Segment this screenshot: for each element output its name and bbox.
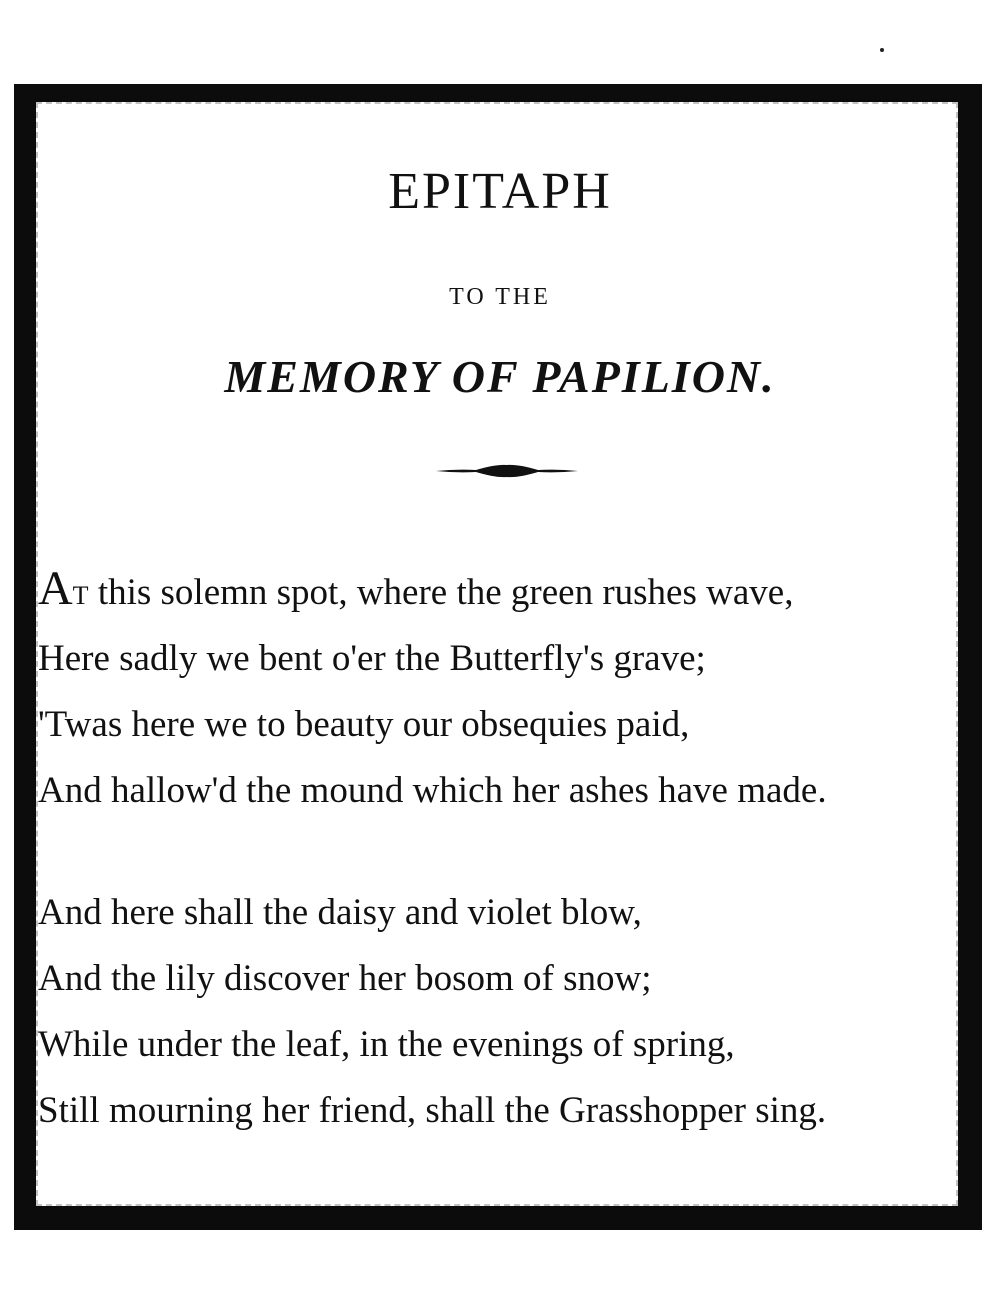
poem-line <box>38 556 968 626</box>
poem-line: And hallow'd the mound which her ashes have made. <box>38 770 827 811</box>
poem-line: Still mourning her friend, shall the Grasshopper sing. <box>38 1090 827 1131</box>
stanza-2 <box>38 880 968 1144</box>
dedication-line: MEMORY OF PAPILION. <box>224 351 776 402</box>
print-speck <box>880 48 884 52</box>
poem-line-text: this solemn spot, where the green rushes wave, <box>88 572 794 613</box>
poem-line: Here sadly we bent o'er the Butterfly's grave; <box>38 638 706 679</box>
page-subtitle: TO THE <box>449 284 551 310</box>
ornamental-rule <box>436 462 578 480</box>
poem-line: And here shall the daisy and violet blow, <box>38 892 642 933</box>
drop-cap-rest: t <box>72 572 89 613</box>
page-title: EPITAPH <box>388 163 612 220</box>
stanza-1 <box>38 556 968 824</box>
poem-line: While under the leaf, in the evenings of spring, <box>38 1024 735 1065</box>
poem-line: And the lily discover her bosom of snow; <box>38 958 652 999</box>
poem-line: 'Twas here we to beauty our obsequies paid, <box>38 704 690 745</box>
drop-cap: A <box>38 562 73 615</box>
